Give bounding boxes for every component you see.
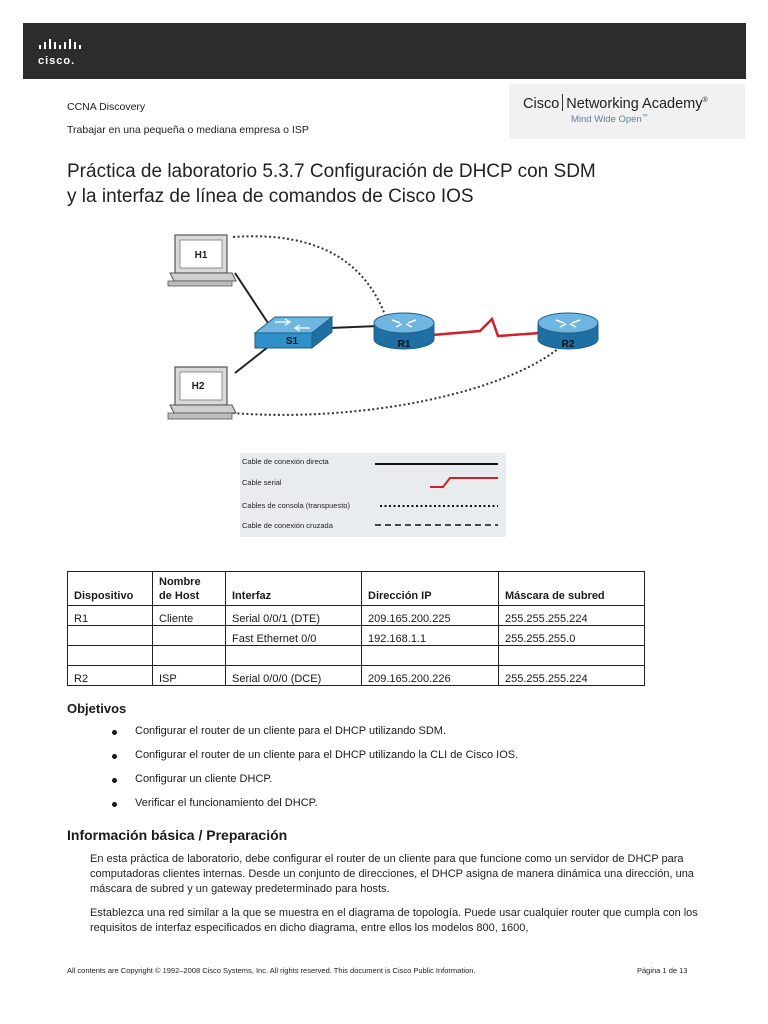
course-subtitle: Trabajar en una pequeña o mediana empresa o ISP (67, 124, 309, 136)
straight-cable-s1-r1 (330, 326, 378, 328)
label-r2: R2 (561, 339, 575, 350)
legend-crossover-label: Cable de conexión cruzada (242, 521, 333, 530)
legend-straight-line (375, 462, 500, 466)
course-name: CCNA Discovery (67, 101, 146, 113)
legend-console-line (380, 504, 505, 508)
col-hostname: Nombre de Host (153, 572, 226, 606)
objectives-heading: Objetivos (67, 701, 127, 716)
background-paragraph-1: En esta práctica de laboratorio, debe configurar el router de un cliente para que funcione como un servidor de DHCP para computadoras clientes internas. Desde un conjunto de direcciones, el DHCP asigna de manera dinámica una dirección, una máscara de subred y un gateway predeterminado para hosts. (90, 853, 694, 895)
label-h2: H2 (191, 381, 205, 392)
legend-console-label: Cables de consola (transpuesto) (242, 501, 350, 510)
col-interface: Interfaz (226, 572, 362, 606)
table-row: Fast Ethernet 0/0 192.168.1.1 255.255.255.0 (68, 626, 645, 646)
list-item: Verificar el funcionamiento del DHCP. (112, 796, 518, 820)
cisco-bars-icon (37, 37, 97, 53)
bullet-icon (112, 778, 117, 783)
straight-cable-h2-s1 (235, 347, 268, 373)
label-h1: H1 (194, 250, 208, 261)
straight-cable-h1-s1 (235, 273, 268, 323)
table-header-row (68, 572, 645, 606)
console-cable-h2-r2 (233, 343, 565, 415)
footer-page-number: Página 1 de 13 (637, 966, 688, 975)
legend-serial-line (375, 475, 500, 489)
objectives-list (112, 724, 518, 820)
page-title: Práctica de laboratorio 5.3.7 Configuración de DHCP con SDM y la interfaz de línea de comandos de Cisco IOS (67, 161, 596, 207)
legend-straight-label: Cable de conexión directa (242, 457, 329, 466)
table-row (68, 646, 645, 666)
bullet-icon (112, 730, 117, 735)
footer-copyright: All contents are Copyright © 1992–2008 Cisco Systems, Inc. All rights reserved. This document is Cisco Public Information. (67, 966, 476, 975)
networking-academy-logo (509, 84, 745, 139)
label-r1: R1 (397, 339, 411, 350)
list-item: Configurar el router de un cliente para el DHCP utilizando SDM. (112, 724, 518, 748)
academy-tagline: Mind Wide Open™ (571, 114, 648, 126)
legend-crossover-line (375, 523, 500, 527)
col-mask: Máscara de subred (499, 572, 645, 606)
col-ip: Dirección IP (362, 572, 499, 606)
legend-serial-label: Cable serial (242, 478, 282, 487)
col-device: Dispositivo (68, 572, 153, 606)
bullet-icon (112, 802, 117, 807)
list-item: Configurar el router de un cliente para el DHCP utilizando la CLI de Cisco IOS. (112, 748, 518, 772)
list-item: Configurar un cliente DHCP. (112, 772, 518, 796)
addressing-table (67, 571, 645, 686)
pc-h2-icon (168, 367, 236, 419)
table-row: R2 ISP Serial 0/0/0 (DCE) 209.165.200.226 255.255.255.224 (68, 666, 645, 686)
serial-cable-r1-r2 (432, 319, 540, 336)
bullet-icon (112, 754, 117, 759)
table-row: R1 Cliente Serial 0/0/1 (DTE) 209.165.200.225 255.255.255.224 (68, 606, 645, 626)
label-s1: S1 (285, 336, 299, 347)
cable-legend (240, 453, 506, 537)
background-heading: Información básica / Preparación (67, 827, 288, 843)
topology-diagram (160, 223, 610, 423)
header-bar (23, 23, 746, 79)
academy-brand: Cisco Networking Academy® (523, 96, 708, 112)
cisco-wordmark: cisco. (38, 55, 76, 67)
cisco-logo (37, 37, 97, 67)
background-paragraph-2: Establezca una red similar a la que se muestra en el diagrama de topología. Puede usar cualquier router que cumpla con los requisitos de interfaz especificados en dicho diagrama, entre ellos los modelos 800, 1600, (90, 907, 698, 934)
